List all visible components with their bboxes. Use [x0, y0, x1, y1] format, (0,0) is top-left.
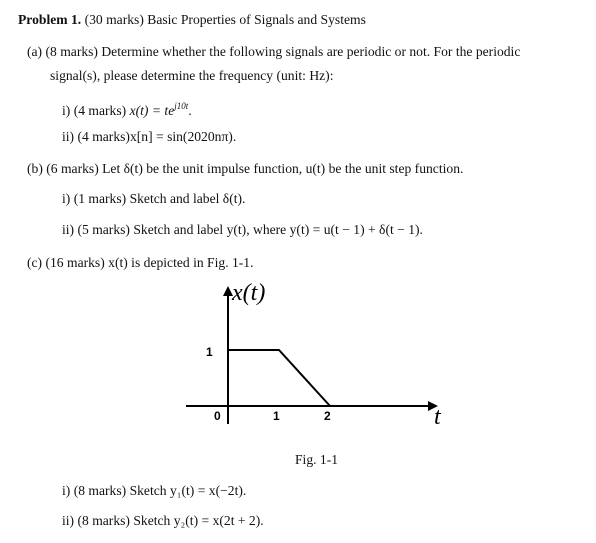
tick-x-1: 1 [273, 409, 280, 423]
tick-x-2: 2 [324, 409, 331, 423]
problem-intro: (30 marks) Basic Properties of Signals and Systems [84, 12, 366, 27]
part-a-item-i-prefix: i) (4 marks) [62, 103, 130, 118]
part-a-item-ii-expr: x[n] = sin(2020nπ). [129, 129, 237, 144]
part-b-line-1: (b) (6 marks) Let δ(t) be the unit impulse function, u(t) be the unit step function. [27, 161, 464, 176]
part-a-item-i [62, 97, 192, 120]
figure-svg [180, 276, 450, 436]
figure-1-1 [180, 276, 450, 436]
tick-y-1: 1 [206, 345, 213, 359]
problem-heading: Problem 1. [18, 12, 82, 27]
part-a-item-i-sup: j10t [174, 101, 189, 111]
part-a-item-i-end: . [188, 103, 192, 118]
part-a-line-1: (a) (8 marks) Determine whether the following signals are periodic or not. For the periodic [27, 44, 521, 59]
part-c-line-1: (c) (16 marks) x(t) is depicted in Fig. 1-1. [27, 255, 254, 270]
signal-line [228, 350, 330, 406]
part-c-item-i: i) (8 marks) Sketch y₁(t) = x(−2t). [62, 483, 247, 498]
part-b-item-ii: ii) (5 marks) Sketch and label y(t), where y(t) = u(t − 1) + δ(t − 1). [62, 222, 423, 237]
x-axis-label: t [434, 404, 441, 430]
part-a-item-ii-prefix: ii) (4 marks) [62, 129, 130, 144]
part-c-item-ii: ii) (8 marks) Sketch y₂(t) = x(2t + 2). [62, 513, 264, 528]
part-a-line-2: signal(s), please determine the frequency (unit: Hz): [50, 68, 334, 83]
tick-x-0: 0 [214, 409, 221, 423]
part-a-item-i-expr: x(t) = te [129, 103, 175, 118]
y-axis-label: x(t) [232, 280, 266, 306]
figure-caption: Fig. 1-1 [295, 452, 339, 467]
part-b-item-i: i) (1 marks) Sketch and label δ(t). [62, 191, 246, 206]
problem-header [18, 11, 366, 29]
part-a-item-ii [62, 128, 236, 146]
